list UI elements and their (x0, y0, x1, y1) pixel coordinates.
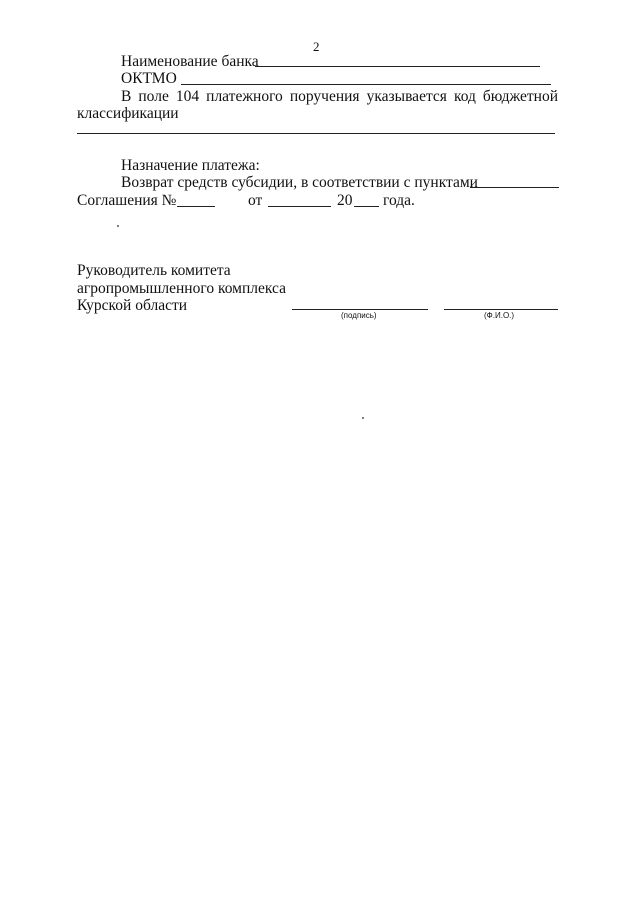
purpose-line-1: Возврат средств субсидии, в соответствии с пунктами (121, 174, 478, 191)
clauses-blank (470, 187, 559, 188)
full-name-blank (444, 309, 558, 310)
page-number: 2 (313, 39, 320, 54)
scan-speck (362, 417, 364, 419)
kbk-word: указывается (366, 88, 447, 105)
scan-speck (117, 225, 119, 227)
kbk-blank (77, 133, 555, 134)
kbk-word: поле (138, 88, 169, 105)
agreement-year-prefix: 20 (337, 192, 353, 209)
signature-blank (292, 309, 428, 310)
kbk-instruction (121, 88, 558, 106)
kbk-continuation: классификации (77, 105, 179, 122)
kbk-word: бюджетной (482, 88, 558, 105)
bank-name-label: Наименование банка (121, 53, 259, 70)
signatory-title-line-2: агропромышленного комплекса (77, 280, 286, 297)
oktmo-label: ОКТМО (121, 70, 177, 87)
oktmo-blank (181, 84, 551, 85)
kbk-word: поручения (289, 88, 360, 105)
kbk-word: В (121, 88, 132, 105)
agreement-label: Соглашения № (77, 192, 177, 209)
kbk-word: платежного (206, 88, 283, 105)
purpose-heading: Назначение платежа: (121, 157, 260, 174)
kbk-word: 104 (175, 88, 200, 105)
agreement-year-suffix: года. (383, 192, 415, 209)
signatory-title-line-3: Курской области (77, 297, 188, 314)
agreement-from-label: от (248, 192, 263, 209)
signatory-title-line-1: Руководитель комитета (77, 262, 231, 279)
agreement-year-blank (354, 206, 379, 207)
kbk-word: код (453, 88, 476, 105)
signature-caption: (подпись) (341, 311, 377, 320)
agreement-date-blank (268, 206, 331, 207)
agreement-number-blank (177, 206, 215, 207)
bank-name-blank (255, 66, 540, 67)
full-name-caption: (Ф.И.О.) (484, 311, 515, 320)
